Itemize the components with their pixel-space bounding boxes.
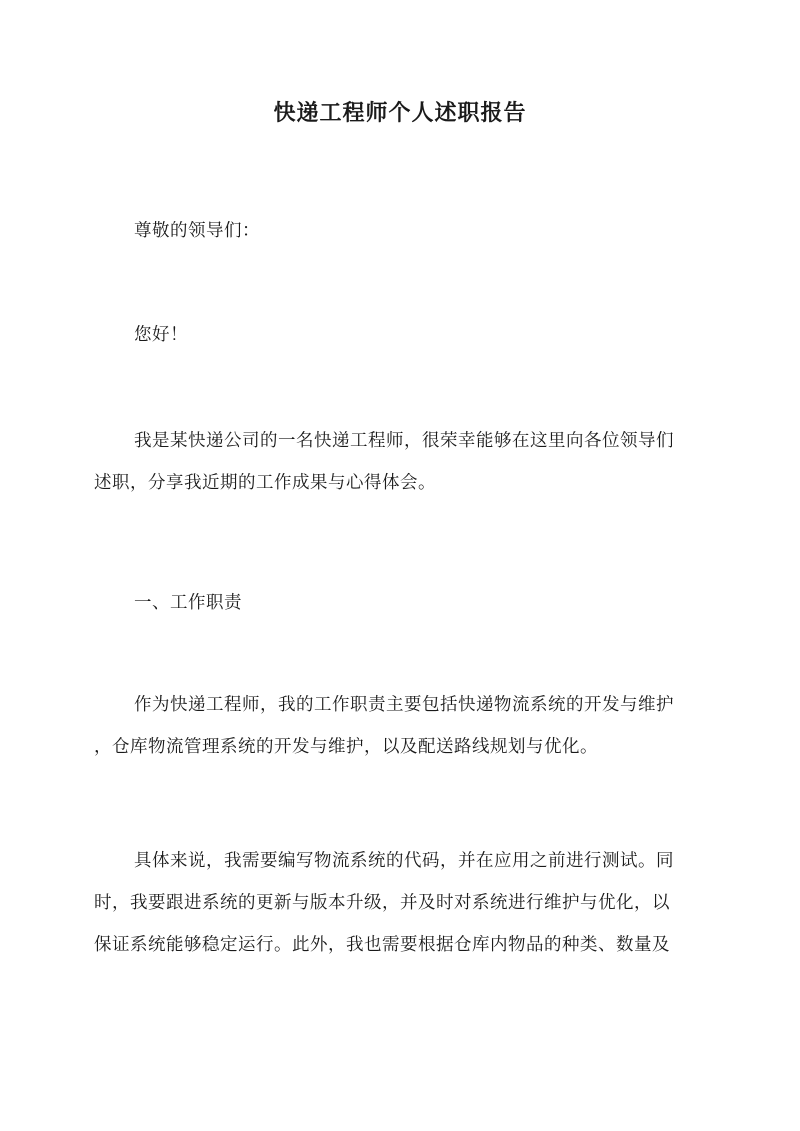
section-heading-paragraph	[94, 586, 714, 620]
duties-line-2: ，仓库物流管理系统的开发与维护，以及配送路线规划与优化。	[94, 737, 598, 757]
details-line-1: 具体来说，我需要编写物流系统的代码，并在应用之前进行测试。同	[134, 851, 674, 871]
duties-line-1: 作为快递工程师，我的工作职责主要包括快递物流系统的开发与维护	[134, 695, 674, 715]
details-paragraph	[94, 844, 714, 962]
salutation-paragraph	[94, 318, 714, 352]
duties-paragraph	[94, 688, 714, 764]
section-1-heading: 一、工作职责	[134, 593, 242, 613]
details-line-2: 时，我要跟进系统的更新与版本升级，并及时对系统进行维护与优化，以	[94, 893, 670, 913]
intro-paragraph	[94, 424, 714, 500]
intro-line-2: 述职，分享我近期的工作成果与心得体会。	[94, 473, 436, 493]
intro-line-1: 我是某快递公司的一名快递工程师，很荣幸能够在这里向各位领导们	[134, 431, 674, 451]
greeting-paragraph	[94, 214, 714, 248]
details-line-3: 保证系统能够稳定运行。此外，我也需要根据仓库内物品的种类、数量及	[94, 935, 670, 955]
document-title: 快递工程师个人述职报告	[273, 100, 527, 126]
greeting-line: 尊敬的领导们：	[134, 221, 260, 241]
salutation-line: 您好！	[134, 325, 188, 345]
